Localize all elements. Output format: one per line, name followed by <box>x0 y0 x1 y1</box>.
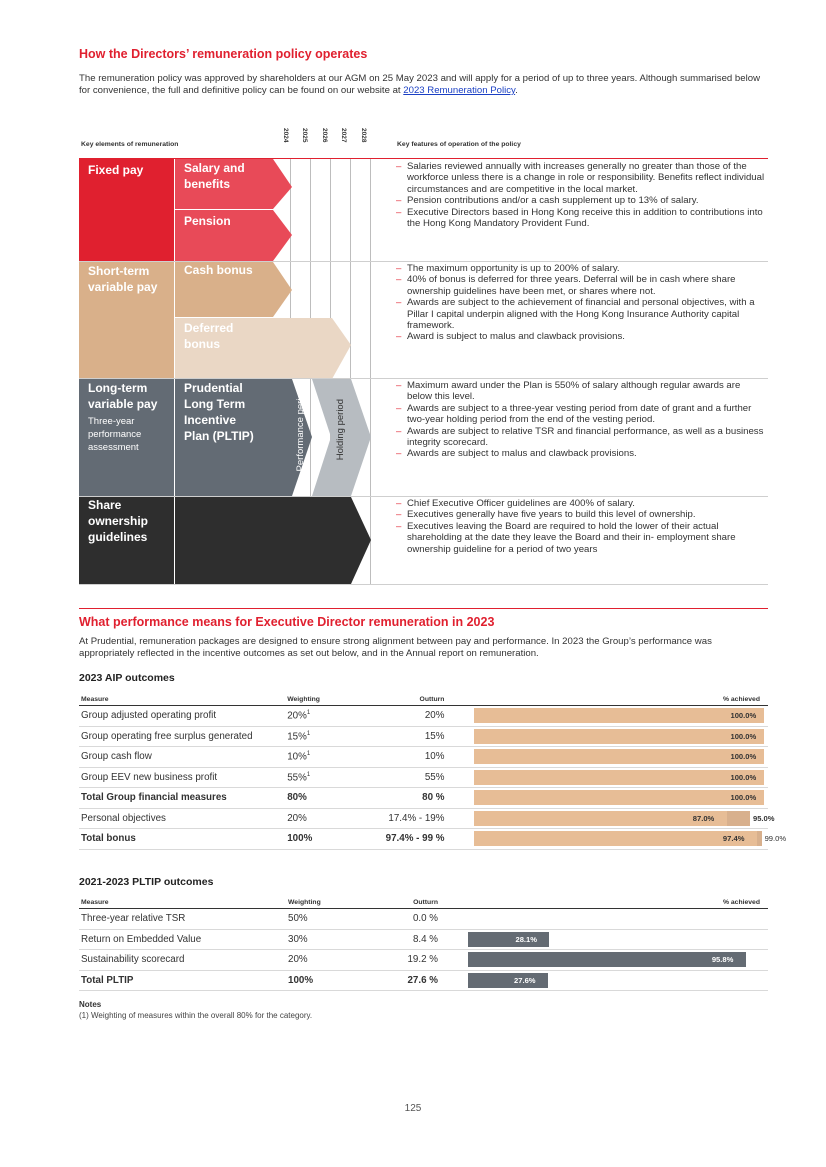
pltip-row <box>79 909 768 930</box>
long-feature: – Maximum award under the Plan is 550% of salary although regular awards are below this level. <box>396 380 766 403</box>
deferred-bonus-label: Deferred bonus <box>184 321 234 351</box>
row-divider <box>79 584 768 585</box>
fixed-feature: – Salaries reviewed annually with increases generally no greater than those of the workforce unless there is a change in role or responsibility. Benefits reflect individual circumstances and are competitive in the local market. <box>396 161 766 195</box>
aip-bar <box>474 811 726 826</box>
year-2024: 2024 <box>282 128 289 143</box>
notes-title: Notes <box>79 1000 102 1009</box>
aip-weighting-value: 100% <box>287 833 313 845</box>
pltip-weighting <box>286 929 386 950</box>
aip-weighting <box>285 767 383 788</box>
long-feature: – Awards are subject to relative TSR and financial performance, as well as a business integrity scorecard. <box>396 426 766 449</box>
aip-bar <box>474 729 764 744</box>
aip-outturn: 15% <box>384 726 475 747</box>
pltip-outturn: 27.6 % <box>386 970 468 991</box>
short-feature: – 40% of bonus is deferred for three years. Deferral will be in cash where share ownership guidelines have been met, or shares where not. <box>396 274 766 297</box>
aip-outturn: 10% <box>384 747 475 768</box>
year-2026: 2026 <box>321 128 328 143</box>
aip-table <box>79 693 787 850</box>
aip-achieved <box>474 767 768 788</box>
aip-measure: Total Group financial measures <box>79 788 285 809</box>
aip-weighting <box>285 747 383 768</box>
page-number: 125 <box>404 1103 422 1114</box>
aip-bar-label: 100.0% <box>730 731 757 741</box>
pltip-bar <box>468 932 549 947</box>
fixed-feature: – Pension contributions and/or a cash supplement up to 13% of salary. <box>396 195 766 206</box>
pltip-header-row <box>79 896 768 909</box>
year-2027: 2027 <box>340 128 347 143</box>
aip-bar <box>474 708 764 723</box>
aip-achieved <box>474 706 768 727</box>
aip-header-weighting: Weighting <box>285 693 383 706</box>
footnote-marker: 1 <box>306 771 311 778</box>
aip-weighting <box>285 726 383 747</box>
fixed-pay-features <box>396 161 766 229</box>
performance-period-label: Performance period <box>295 388 306 472</box>
policy-section-title: How the Directors’ remuneration policy operates <box>79 47 368 61</box>
col-header-features: Key features of operation of the policy <box>397 141 521 148</box>
short-feature: – Award is subject to malus and clawback provisions. <box>396 331 766 342</box>
long-feature: – Awards are subject to a three-year vesting period from date of grant and a further two-year holding period from the end of the vesting period. <box>396 403 766 426</box>
cash-bonus-label: Cash bonus <box>184 263 253 277</box>
aip-header-outturn: Outturn <box>384 693 475 706</box>
pltip-weighting-value: 20% <box>288 954 308 966</box>
aip-weighting <box>285 788 383 809</box>
share-feature: – Executives generally have five years to build this level of ownership. <box>396 509 766 520</box>
pltip-header-measure: Measure <box>79 896 286 909</box>
footnote-marker: 1 <box>306 710 311 717</box>
policy-intro-text: The remuneration policy was approved by shareholders at our AGM on 25 May 2023 and will apply for a period of up to three years. Although summarised below for convenience, the full and definitive policy can be found on our website at <box>79 73 761 96</box>
short-feature: – The maximum opportunity is up to 200% of salary. <box>396 263 766 274</box>
footnote-marker: 1 <box>306 751 311 758</box>
aip-row <box>79 829 768 850</box>
aip-measure: Group operating free surplus generated <box>79 726 285 747</box>
pltip-weighting-value: 30% <box>288 933 308 945</box>
aip-row <box>79 747 768 768</box>
performance-intro: At Prudential, remuneration packages are designed to ensure strong alignment between pay and performance. In 2023 the Group’s performance was appropriately reflected in the incentive outcomes as set out below, and in the Annual report on remuneration. <box>79 636 712 659</box>
aip-row <box>79 808 768 829</box>
aip-outturn: 97.4% - 99 % <box>384 829 475 850</box>
aip-bar <box>474 790 764 805</box>
section2-rule <box>79 608 768 609</box>
pltip-header-outturn: Outturn <box>386 896 468 909</box>
notes-text: (1) Weighting of measures within the overall 80% for the category. <box>79 1011 313 1020</box>
short-term-features <box>396 263 766 343</box>
year-2025: 2025 <box>301 128 308 143</box>
aip-weighting <box>285 706 383 727</box>
year-2028: 2028 <box>360 128 367 143</box>
performance-section-title: What performance means for Executive Director remuneration in 2023 <box>79 615 495 629</box>
aip-weighting <box>285 808 383 829</box>
aip-weighting-value: 15% <box>287 730 307 742</box>
aip-weighting-value: 55% <box>287 771 307 783</box>
aip-header-achieved: % achieved <box>474 693 768 706</box>
long-feature: – Awards are subject to malus and clawback provisions. <box>396 448 766 459</box>
pltip-weighting <box>286 970 386 991</box>
long-term-subtitle: Three-year performance assessment <box>88 416 142 453</box>
pltip-outturn: 8.4 % <box>386 929 468 950</box>
pltip-table <box>79 896 768 991</box>
aip-measure: Total bonus <box>79 829 285 850</box>
pltip-measure: Three-year relative TSR <box>79 909 286 930</box>
pltip-outturn: 0.0 % <box>386 909 468 930</box>
aip-row <box>79 706 768 727</box>
aip-outturn: 80 % <box>384 788 475 809</box>
share-ownership-title: Share ownership guidelines <box>88 498 149 544</box>
footnote-marker: 1 <box>306 730 311 737</box>
aip-header-measure: Measure <box>79 693 285 706</box>
share-ownership-arrow <box>175 497 373 584</box>
pltip-achieved <box>468 929 768 950</box>
aip-bar-label: 97.4% <box>722 834 745 843</box>
long-term-title: Long-term variable pay <box>88 381 158 411</box>
aip-max-label: 99.0% <box>764 834 787 843</box>
pltip-row <box>79 929 768 950</box>
aip-achieved <box>474 726 768 747</box>
pltip-bar <box>468 952 746 967</box>
fixed-pay-title: Fixed pay <box>88 163 144 177</box>
aip-weighting-value: 20% <box>287 710 307 722</box>
share-ownership-block <box>79 497 174 584</box>
aip-row <box>79 726 768 747</box>
aip-outturn: 20% <box>384 706 475 727</box>
aip-bar-label: 100.0% <box>730 711 757 720</box>
aip-achieved <box>474 829 787 850</box>
pltip-achieved <box>468 970 768 991</box>
aip-outturn: 55% <box>384 767 475 788</box>
pltip-row <box>79 950 768 971</box>
pension-label: Pension <box>184 214 231 228</box>
aip-achieved <box>474 747 768 768</box>
pltip-label: Prudential Long Term Incentive Plan (PLTIP) <box>184 381 254 443</box>
pltip-measure: Sustainability scorecard <box>79 950 286 971</box>
aip-header-row <box>79 693 768 706</box>
aip-weighting-value: 20% <box>287 812 307 824</box>
long-term-features <box>396 380 766 460</box>
pltip-outturn: 19.2 % <box>386 950 468 971</box>
aip-bar <box>474 831 756 846</box>
pltip-bar <box>468 973 548 988</box>
pltip-bar-label: 95.8% <box>711 955 734 964</box>
policy-intro-end: . <box>515 85 518 96</box>
pltip-weighting <box>286 950 386 971</box>
col-header-elements: Key elements of remuneration <box>81 141 179 148</box>
share-feature: – Executives leaving the Board are required to hold the lower of their actual shareholding at the date they leave the Board and their in- employment share ownership guideline for a period of two years <box>396 521 766 555</box>
aip-measure: Personal objectives <box>79 808 285 829</box>
salary-label: Salary and benefits <box>184 161 245 191</box>
pltip-weighting-value: 100% <box>288 974 314 986</box>
fixed-pay-block <box>79 159 174 261</box>
aip-bar-label: 100.0% <box>730 772 757 782</box>
remuneration-policy-link[interactable]: 2023 Remuneration Policy <box>403 85 516 96</box>
policy-intro <box>79 73 769 97</box>
pltip-title: 2021-2023 PLTIP outcomes <box>79 876 214 888</box>
aip-bar-label: 100.0% <box>730 752 757 761</box>
pltip-weighting-value: 50% <box>288 913 308 925</box>
aip-weighting <box>285 829 383 850</box>
pltip-header-achieved: % achieved <box>468 896 768 909</box>
aip-bar <box>474 770 764 785</box>
aip-row <box>79 767 768 788</box>
pltip-measure: Return on Embedded Value <box>79 929 286 950</box>
share-feature: – Chief Executive Officer guidelines are 400% of salary. <box>396 498 766 509</box>
pltip-bar-label: 28.1% <box>515 934 538 944</box>
pltip-bar-label: 27.6% <box>514 975 536 985</box>
aip-achieved <box>474 808 775 829</box>
aip-weighting-value: 80% <box>287 792 307 804</box>
holding-period-label: Holding period <box>335 399 346 461</box>
pltip-weighting <box>286 909 386 930</box>
share-ownership-features <box>396 498 766 555</box>
pltip-achieved <box>468 950 768 971</box>
aip-row <box>79 788 768 809</box>
pltip-header-weighting: Weighting <box>286 896 386 909</box>
aip-bar-label: 100.0% <box>730 793 757 802</box>
pltip-achieved <box>468 909 768 930</box>
short-term-title: Short-term variable pay <box>88 264 158 294</box>
aip-measure: Group cash flow <box>79 747 285 768</box>
aip-bar-label: 87.0% <box>692 813 715 823</box>
pltip-row <box>79 970 768 991</box>
aip-weighting-value: 10% <box>287 751 307 763</box>
aip-title: 2023 AIP outcomes <box>79 672 175 684</box>
share-arrow-shape <box>175 497 371 584</box>
aip-bar <box>474 749 764 764</box>
aip-outturn: 17.4% - 19% <box>384 808 475 829</box>
long-term-block <box>79 379 174 496</box>
short-feature: – Awards are subject to the achievement of financial and personal objectives, with a Pillar I capital underpin aligned with the Hong Kong Insurance Authority capital framework. <box>396 297 766 331</box>
aip-measure: Group adjusted operating profit <box>79 706 285 727</box>
fixed-feature: – Executive Directors based in Hong Kong receive this in addition to contributions into the Hong Kong Mandatory Provident Fund. <box>396 207 766 230</box>
short-term-block <box>79 262 174 379</box>
aip-measure: Group EEV new business profit <box>79 767 285 788</box>
pltip-measure: Total PLTIP <box>79 970 286 991</box>
aip-max-label: 95.0% <box>752 813 775 823</box>
aip-achieved <box>474 788 768 809</box>
